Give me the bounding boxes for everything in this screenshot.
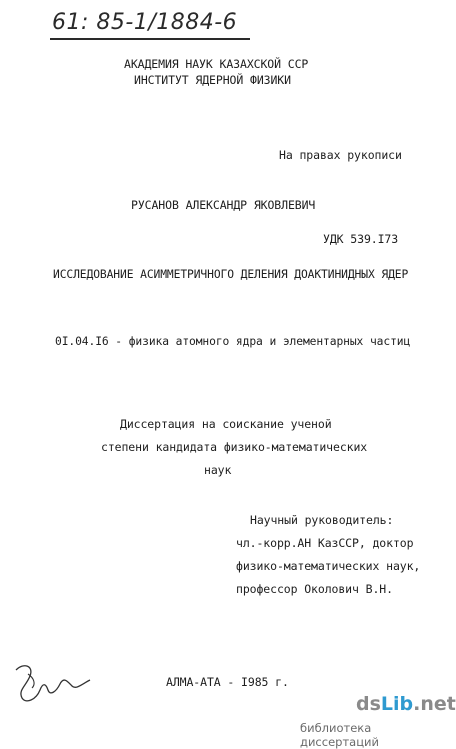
dissertation-title: ИССЛЕДОВАНИЕ АСИММЕТРИЧНОГО ДЕЛЕНИЯ ДОАКТИНИДНЫХ ЯДЕР: [53, 268, 409, 281]
rights-notice: На правах рукописи: [279, 148, 402, 162]
supervisor-line-3: физико-математических наук,: [236, 559, 421, 573]
logo-lib-text: Lib: [380, 693, 414, 715]
place-and-year: АЛМА-АТА - I985 г.: [166, 675, 289, 689]
header-academy: АКАДЕМИЯ НАУК КАЗАХСКОЙ ССР: [124, 57, 309, 71]
dissertation-line-1: Диссертация на соискание ученой: [120, 417, 332, 431]
header-institute: ИНСТИТУТ ЯДЕРНОЙ ФИЗИКИ: [134, 73, 291, 87]
watermark-caption: библиотека диссертаций: [300, 721, 379, 749]
dissertation-line-2: степени кандидата физико-математических: [101, 440, 368, 454]
logo-ds-text: ds: [356, 693, 381, 715]
author-name: РУСАНОВ АЛЕКСАНДР ЯКОВЛЕВИЧ: [131, 198, 316, 212]
handwritten-catalog-number: 61: 85-1/1884-6: [52, 10, 238, 35]
logo-net-text: .net: [413, 693, 456, 715]
dissertation-line-3: наук: [204, 463, 232, 477]
supervisor-label: Научный руководитель:: [250, 513, 394, 527]
udk-code: УДК 539.I73: [323, 232, 399, 246]
specialty-code: 0I.04.I6 - физика атомного ядра и элементарных частиц: [55, 335, 411, 348]
handwritten-underline: [50, 38, 250, 40]
dslib-logo[interactable]: [356, 693, 456, 715]
supervisor-line-2: чл.-корр.АН КазССР, доктор: [236, 536, 414, 550]
handwritten-signature: [10, 660, 100, 710]
supervisor-line-4: профессор Околович В.Н.: [236, 582, 393, 596]
